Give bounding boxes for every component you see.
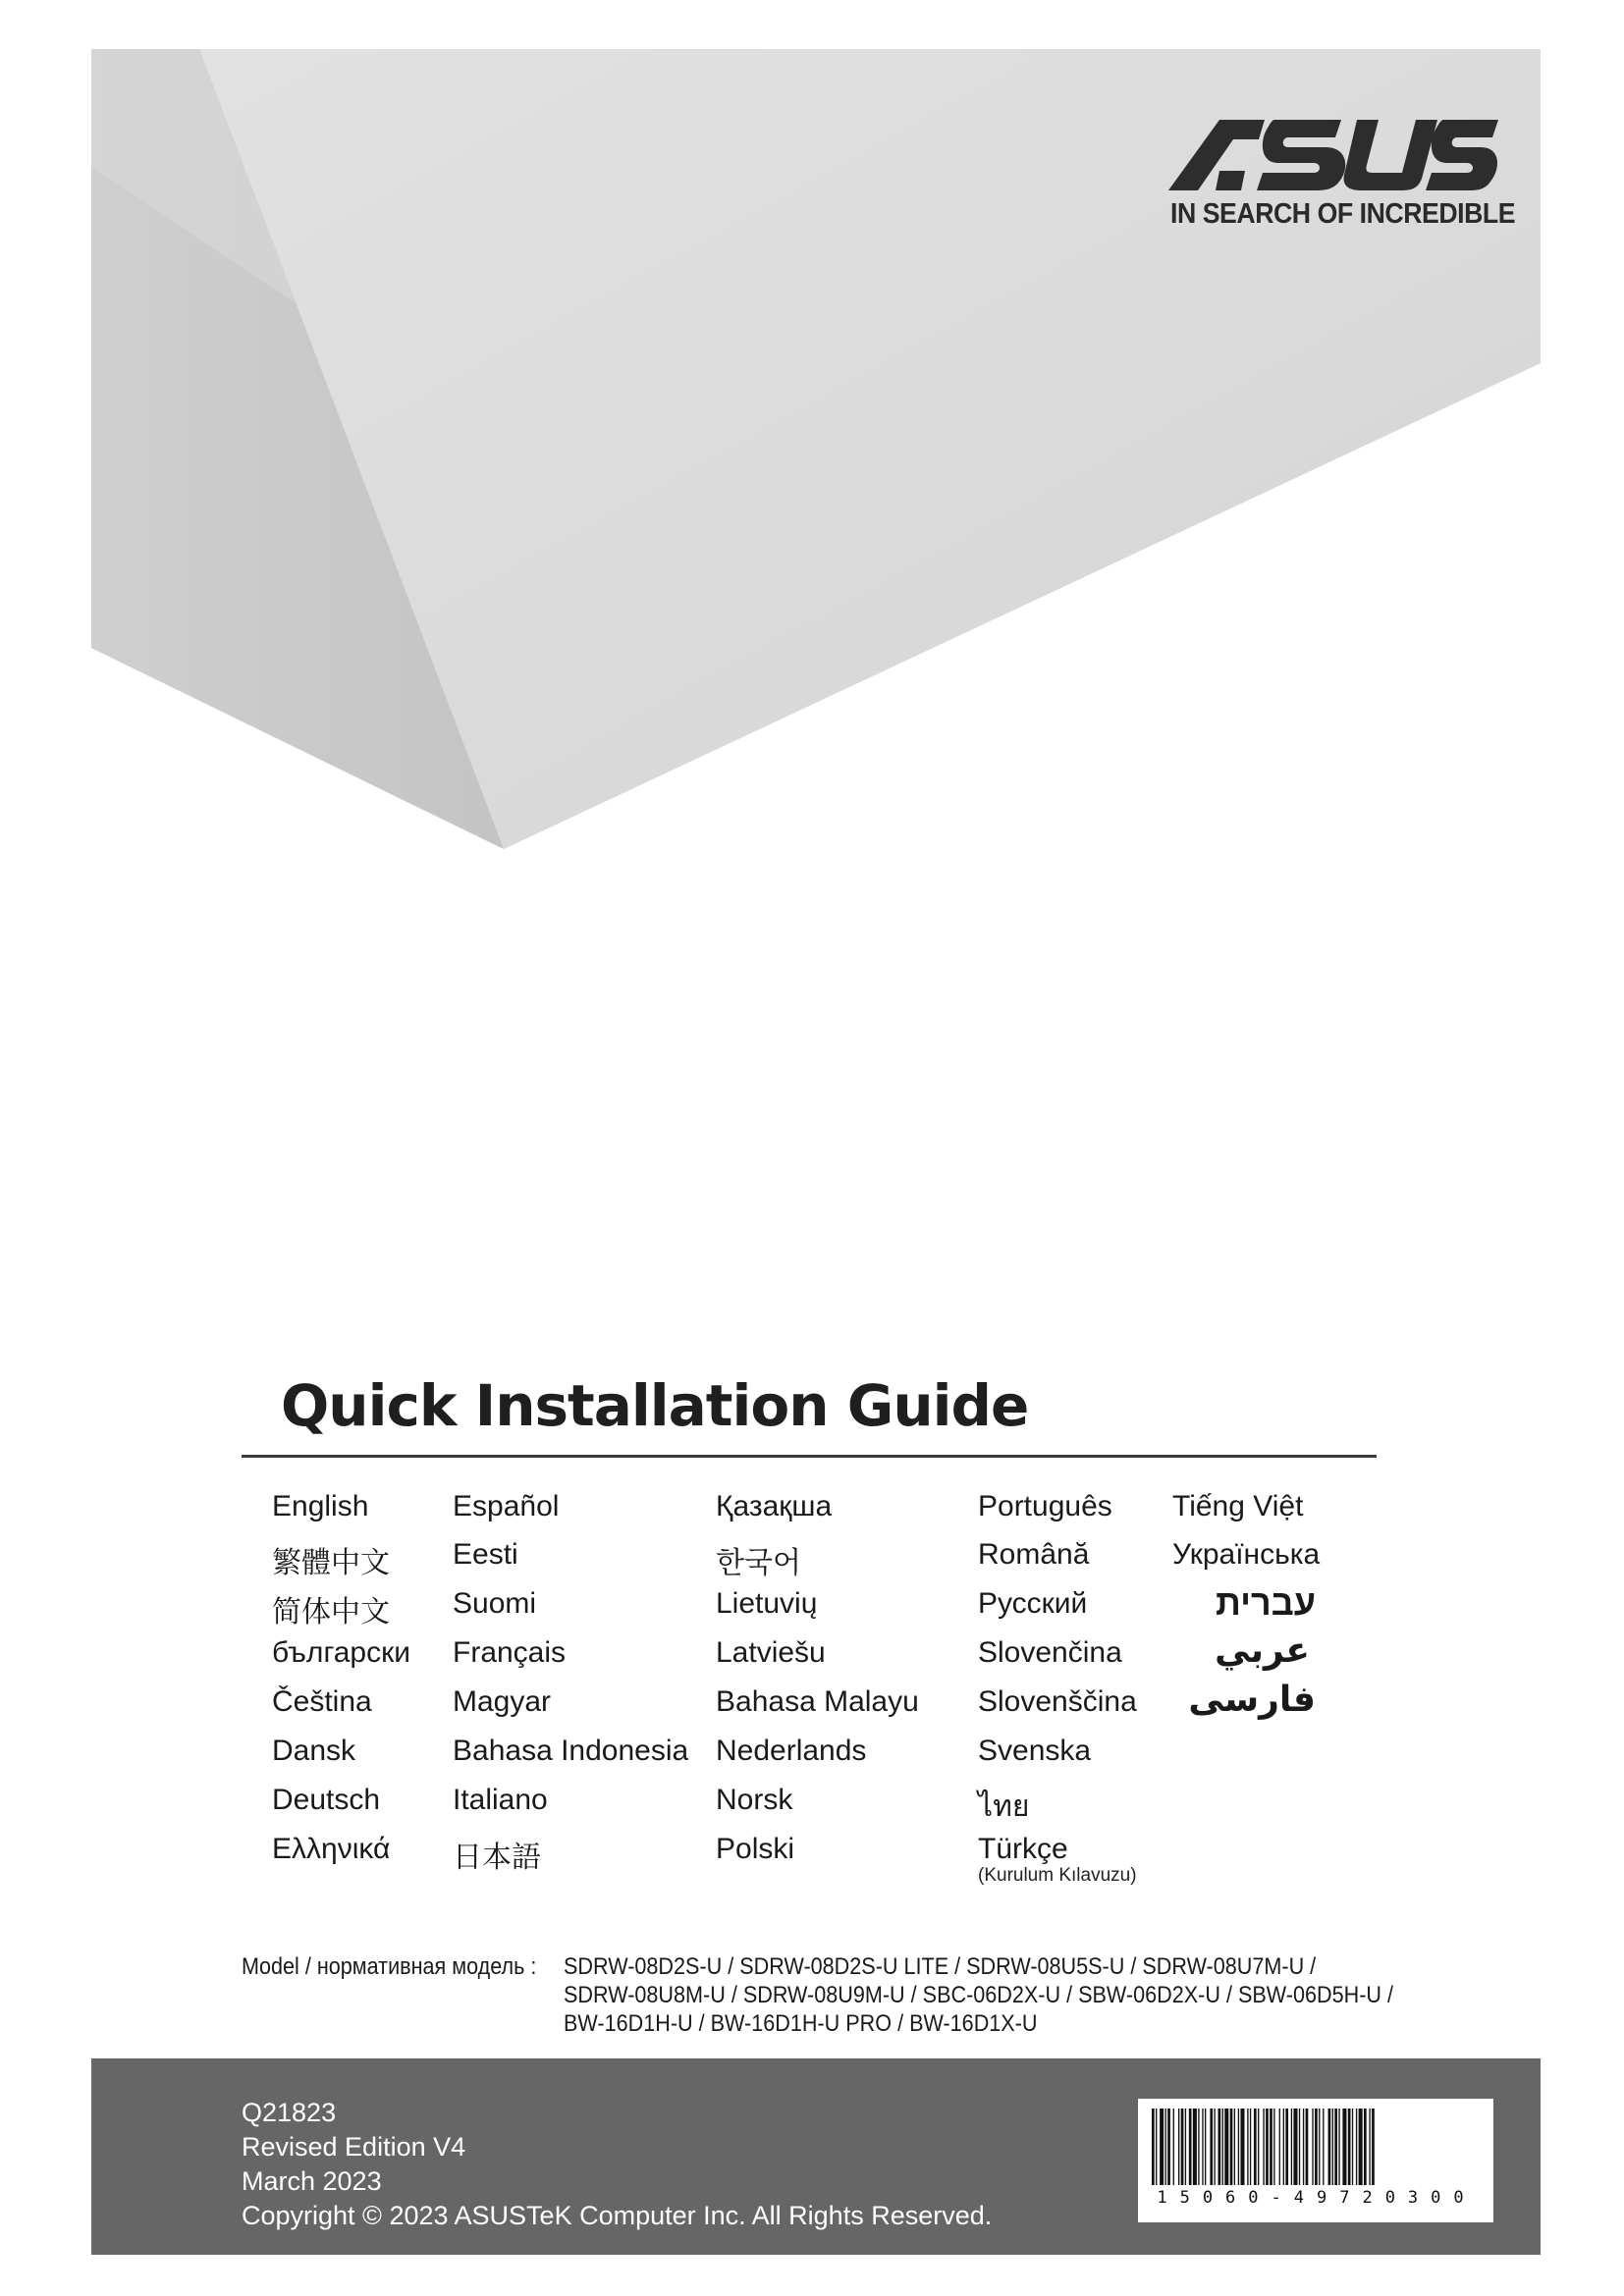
document-code: Q21823 — [242, 2098, 337, 2127]
language-item: عربي — [1215, 1629, 1310, 1670]
language-item: Svenska — [978, 1735, 1092, 1767]
language-item: Lietuvių — [716, 1587, 818, 1620]
model-line: SDRW-08U8M-U / SDRW-08U9M-U / SBC-06D2X-U / SBW-06D2X-U / SBW-06D5H-U / — [564, 1982, 1393, 2008]
language-item: Deutsch — [272, 1784, 381, 1816]
brand-tagline: IN SEARCH OF INCREDIBLE — [1170, 198, 1516, 230]
asus-wordmark-icon — [1168, 118, 1498, 192]
copyright-text: Copyright © 2023 ASUSTeK Computer Inc. All Rights Reserved. — [242, 2201, 993, 2230]
barcode-icon — [1152, 2109, 1480, 2185]
edition-text: Revised Edition V4 — [242, 2132, 466, 2162]
model-line: SDRW-08D2S-U / SDRW-08D2S-U LITE / SDRW-08U5S-U / SDRW-08U7M-U / — [564, 1953, 1317, 1980]
language-item: Slovenščina — [978, 1685, 1137, 1718]
page-title: Quick Installation Guide — [281, 1372, 1029, 1439]
language-item: Русский — [978, 1587, 1088, 1620]
title-divider — [242, 1455, 1377, 1458]
language-item: 繁體中文 — [272, 1547, 390, 1579]
date-text: March 2023 — [242, 2166, 382, 2196]
model-label: Model / нормативная модель : — [242, 1953, 537, 1980]
language-item: Eesti — [453, 1538, 518, 1571]
footer-band — [91, 2058, 1541, 2255]
language-item: 日本語 — [453, 1842, 541, 1874]
language-item: Čeština — [272, 1685, 372, 1718]
language-item: 한국어 — [716, 1547, 801, 1579]
language-item: עברית — [1215, 1582, 1316, 1623]
language-item: Română — [978, 1538, 1090, 1571]
language-item: Nederlands — [716, 1735, 867, 1767]
language-item: Қазақша — [716, 1490, 833, 1522]
language-item: Ελληνικά — [272, 1833, 391, 1865]
language-item: Slovenčina — [978, 1636, 1122, 1669]
language-item: Bahasa Malayu — [716, 1685, 919, 1718]
language-item: Norsk — [716, 1784, 793, 1816]
language-item: Français — [453, 1636, 567, 1669]
turkish-note: (Kurulum Kılavuzu) — [978, 1865, 1137, 1886]
language-item: Português — [978, 1490, 1112, 1522]
language-item: Türkçe — [978, 1833, 1068, 1865]
barcode-number: 15060-49720300 — [1157, 2188, 1477, 2208]
language-item: Latviešu — [716, 1636, 826, 1669]
language-item: Dansk — [272, 1735, 356, 1767]
language-item: Bahasa Indonesia — [453, 1735, 689, 1767]
language-item: Español — [453, 1490, 560, 1522]
language-item: English — [272, 1490, 369, 1522]
language-item: فارسی — [1188, 1679, 1316, 1719]
language-item: 简体中文 — [272, 1596, 390, 1629]
language-item: Suomi — [453, 1587, 537, 1620]
language-item: ไทย — [978, 1790, 1030, 1823]
language-item: Polski — [716, 1833, 795, 1865]
language-item: Italiano — [453, 1784, 548, 1816]
language-item: Magyar — [453, 1685, 552, 1718]
language-item: Tiếng Việt — [1172, 1490, 1304, 1522]
asus-logo — [1168, 118, 1516, 240]
language-item: български — [272, 1636, 410, 1669]
language-item: Українська — [1172, 1538, 1321, 1571]
barcode — [1138, 2099, 1493, 2222]
model-line: BW-16D1H-U / BW-16D1H-U PRO / BW-16D1X-U — [564, 2010, 1038, 2037]
